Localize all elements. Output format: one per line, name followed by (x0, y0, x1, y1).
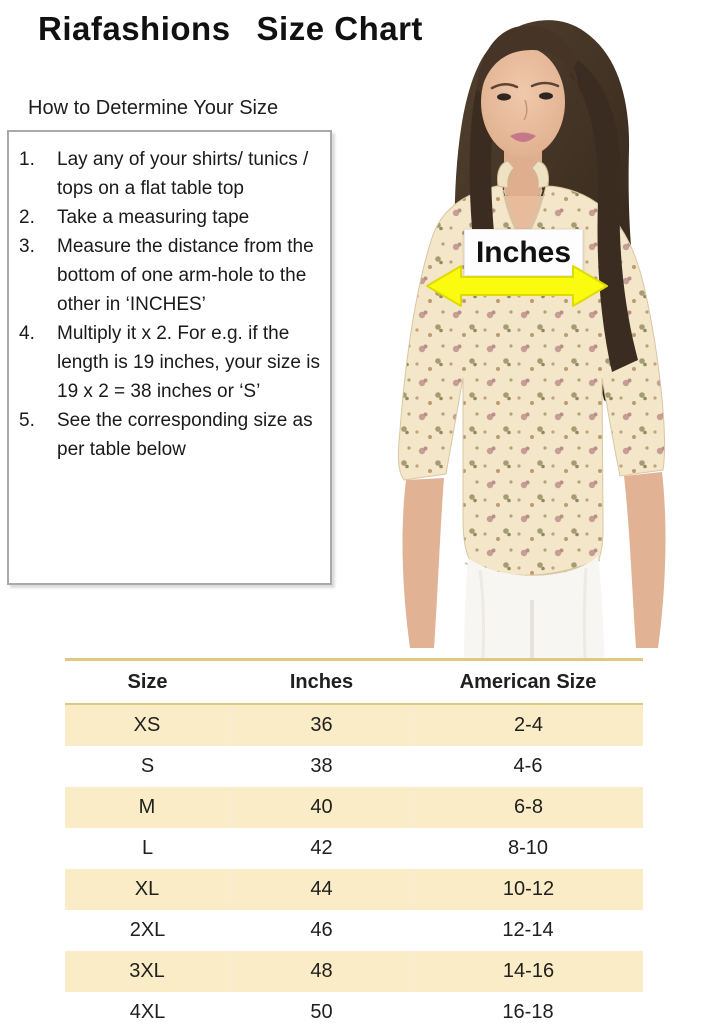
cell-inches: 46 (230, 910, 413, 951)
instruction-item-5 (19, 406, 321, 464)
cell-inches: 38 (230, 746, 413, 787)
cell-american: 6-8 (413, 787, 643, 828)
instruction-item-4 (19, 319, 321, 406)
cell-size: 3XL (65, 951, 230, 992)
cell-inches: 42 (230, 828, 413, 869)
cell-size: XL (65, 869, 230, 910)
cell-american: 16-18 (413, 992, 643, 1024)
col-header-american-size: American Size (413, 660, 643, 705)
cell-inches: 48 (230, 951, 413, 992)
cell-size: 2XL (65, 910, 230, 951)
instruction-text: See the corresponding size as per table below (57, 410, 313, 460)
table-row (65, 910, 643, 951)
brand-title: Riafashions (38, 10, 231, 47)
instructions-list (19, 145, 321, 464)
col-header-size: Size (65, 660, 230, 705)
instruction-number: 2. (19, 207, 35, 228)
instruction-text: Measure the distance from the bottom of one arm-hole to the other in ‘INCHES’ (57, 236, 314, 315)
model-illustration (380, 0, 709, 658)
table-row (65, 992, 643, 1024)
instruction-number: 1. (19, 149, 35, 170)
cell-inches: 44 (230, 869, 413, 910)
cell-inches: 50 (230, 992, 413, 1024)
table-row (65, 746, 643, 787)
size-table-header (65, 660, 643, 705)
cell-size: XS (65, 704, 230, 746)
cell-american: 8-10 (413, 828, 643, 869)
cell-american: 12-14 (413, 910, 643, 951)
instruction-text: Take a measuring tape (57, 207, 250, 228)
col-header-inches: Inches (230, 660, 413, 705)
cell-american: 2-4 (413, 704, 643, 746)
table-row (65, 787, 643, 828)
table-row (65, 828, 643, 869)
cell-size: S (65, 746, 230, 787)
cell-size: L (65, 828, 230, 869)
instruction-number: 4. (19, 323, 35, 344)
measure-arrow-icon (423, 262, 611, 310)
model-photo (380, 0, 709, 658)
table-row (65, 704, 643, 746)
inches-overlay-label: Inches (464, 229, 583, 276)
instructions-box (7, 130, 332, 585)
instruction-text: Lay any of your shirts/ tunics / tops on a flat table top (57, 149, 309, 199)
size-table (65, 658, 643, 1024)
cell-american: 4-6 (413, 746, 643, 787)
cell-size: M (65, 787, 230, 828)
cell-size: 4XL (65, 992, 230, 1024)
cell-american: 10-12 (413, 869, 643, 910)
cell-inches: 40 (230, 787, 413, 828)
cell-american: 14-16 (413, 951, 643, 992)
table-row (65, 869, 643, 910)
table-row (65, 951, 643, 992)
instruction-item-1 (19, 145, 321, 203)
section-heading: How to Determine Your Size (28, 97, 279, 119)
double-arrow-icon (423, 262, 611, 310)
instruction-number: 3. (19, 236, 35, 257)
instruction-item-3 (19, 232, 321, 319)
page-header (38, 10, 423, 48)
instruction-item-2 (19, 203, 321, 232)
page-title: Size Chart (256, 10, 423, 47)
cell-inches: 36 (230, 704, 413, 746)
instruction-number: 5. (19, 410, 35, 431)
instruction-text: Multiply it x 2. For e.g. if the length is 19 inches, your size is 19 x 2 = 38 inches or ‘S’ (57, 323, 320, 402)
